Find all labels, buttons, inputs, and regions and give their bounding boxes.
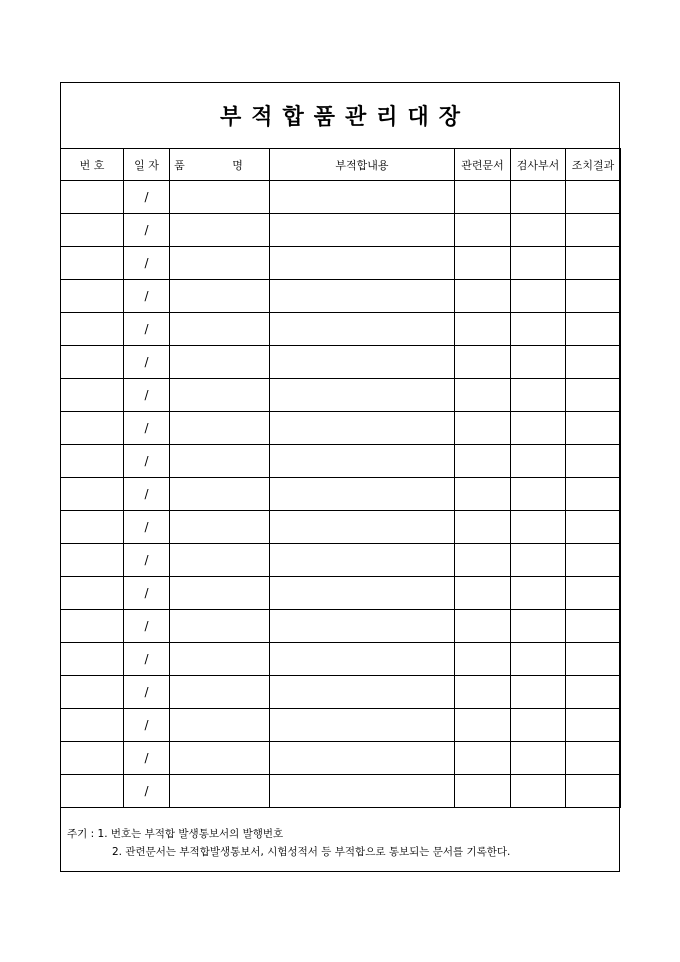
cell-action-result[interactable]	[566, 412, 621, 445]
cell-related-docs[interactable]	[455, 181, 511, 214]
table-row	[61, 643, 621, 676]
table-row	[61, 346, 621, 379]
cell-related-docs[interactable]	[455, 709, 511, 742]
column-header-inspection-dept: 검사부서	[511, 149, 566, 181]
cell-inspection-dept[interactable]	[511, 280, 566, 313]
cell-date[interactable]: /	[124, 214, 170, 247]
cell-related-docs[interactable]	[455, 379, 511, 412]
cell-product-name[interactable]	[170, 247, 270, 280]
cell-action-result[interactable]	[566, 346, 621, 379]
cell-date[interactable]: /	[124, 478, 170, 511]
cell-nonconformity[interactable]	[270, 412, 455, 445]
cell-number[interactable]	[61, 445, 124, 478]
cell-date[interactable]: /	[124, 643, 170, 676]
cell-related-docs[interactable]	[455, 313, 511, 346]
cell-number[interactable]	[61, 181, 124, 214]
notes-label: 주기 :	[67, 828, 95, 840]
table-row	[61, 742, 621, 775]
note-item-1: 1. 번호는 부적합 발생통보서의 발행번호	[97, 828, 284, 840]
cell-product-name[interactable]	[170, 445, 270, 478]
cell-date[interactable]: /	[124, 247, 170, 280]
cell-date[interactable]: /	[124, 709, 170, 742]
column-header-product-name: 품 명	[170, 149, 270, 181]
table-row	[61, 313, 621, 346]
cell-number[interactable]	[61, 313, 124, 346]
cell-related-docs[interactable]	[455, 280, 511, 313]
cell-nonconformity[interactable]	[270, 445, 455, 478]
cell-related-docs[interactable]	[455, 676, 511, 709]
cell-action-result[interactable]	[566, 280, 621, 313]
ledger-form	[60, 82, 620, 872]
cell-product-name[interactable]	[170, 676, 270, 709]
column-header-related-docs: 관련문서	[455, 149, 511, 181]
cell-related-docs[interactable]	[455, 577, 511, 610]
cell-action-result[interactable]	[566, 676, 621, 709]
cell-product-name[interactable]	[170, 181, 270, 214]
cell-nonconformity[interactable]	[270, 709, 455, 742]
table-row	[61, 247, 621, 280]
cell-related-docs[interactable]	[455, 214, 511, 247]
cell-product-name[interactable]	[170, 313, 270, 346]
cell-product-name[interactable]	[170, 511, 270, 544]
cell-inspection-dept[interactable]	[511, 544, 566, 577]
cell-date[interactable]: /	[124, 610, 170, 643]
cell-number[interactable]	[61, 709, 124, 742]
table-row	[61, 181, 621, 214]
cell-product-name[interactable]	[170, 643, 270, 676]
cell-related-docs[interactable]	[455, 742, 511, 775]
cell-date[interactable]: /	[124, 676, 170, 709]
cell-inspection-dept[interactable]	[511, 379, 566, 412]
cell-inspection-dept[interactable]	[511, 445, 566, 478]
cell-action-result[interactable]	[566, 445, 621, 478]
cell-related-docs[interactable]	[455, 544, 511, 577]
cell-action-result[interactable]	[566, 313, 621, 346]
cell-date[interactable]: /	[124, 181, 170, 214]
cell-inspection-dept[interactable]	[511, 346, 566, 379]
cell-date[interactable]: /	[124, 511, 170, 544]
cell-nonconformity[interactable]	[270, 346, 455, 379]
cell-date[interactable]: /	[124, 544, 170, 577]
cell-product-name[interactable]	[170, 214, 270, 247]
cell-related-docs[interactable]	[455, 610, 511, 643]
table-row	[61, 412, 621, 445]
cell-date[interactable]: /	[124, 412, 170, 445]
cell-inspection-dept[interactable]	[511, 610, 566, 643]
column-header-date: 일 자	[124, 149, 170, 181]
cell-related-docs[interactable]	[455, 478, 511, 511]
cell-date[interactable]: /	[124, 775, 170, 808]
table-row	[61, 610, 621, 643]
cell-nonconformity[interactable]	[270, 577, 455, 610]
cell-date[interactable]: /	[124, 742, 170, 775]
cell-date[interactable]: /	[124, 280, 170, 313]
table-row	[61, 577, 621, 610]
cell-product-name[interactable]	[170, 379, 270, 412]
cell-date[interactable]: /	[124, 379, 170, 412]
title-area	[61, 83, 619, 148]
cell-product-name[interactable]	[170, 478, 270, 511]
cell-action-result[interactable]	[566, 610, 621, 643]
cell-nonconformity[interactable]	[270, 313, 455, 346]
note-item-2: 2. 관련문서는 부적합발생통보서, 시험성적서 등 부적합으로 통보되는 문서를 기록한다.	[112, 846, 511, 858]
cell-product-name[interactable]	[170, 709, 270, 742]
cell-number[interactable]	[61, 247, 124, 280]
cell-related-docs[interactable]	[455, 643, 511, 676]
cell-nonconformity[interactable]	[270, 280, 455, 313]
cell-action-result[interactable]	[566, 214, 621, 247]
note-line-2	[67, 843, 510, 861]
cell-date[interactable]: /	[124, 313, 170, 346]
cell-date[interactable]: /	[124, 445, 170, 478]
cell-inspection-dept[interactable]	[511, 247, 566, 280]
cell-nonconformity[interactable]	[270, 610, 455, 643]
cell-product-name[interactable]	[170, 280, 270, 313]
cell-action-result[interactable]	[566, 742, 621, 775]
cell-product-name[interactable]	[170, 346, 270, 379]
cell-number[interactable]	[61, 742, 124, 775]
cell-inspection-dept[interactable]	[511, 577, 566, 610]
cell-product-name[interactable]	[170, 544, 270, 577]
cell-inspection-dept[interactable]	[511, 709, 566, 742]
cell-product-name[interactable]	[170, 412, 270, 445]
cell-nonconformity[interactable]	[270, 181, 455, 214]
cell-inspection-dept[interactable]	[511, 676, 566, 709]
cell-nonconformity[interactable]	[270, 247, 455, 280]
cell-product-name[interactable]	[170, 742, 270, 775]
table-row	[61, 445, 621, 478]
cell-action-result[interactable]	[566, 511, 621, 544]
table-row	[61, 511, 621, 544]
column-header-action-result: 조치결과	[566, 149, 621, 181]
table-row	[61, 775, 621, 808]
cell-date[interactable]: /	[124, 577, 170, 610]
cell-number[interactable]	[61, 544, 124, 577]
cell-action-result[interactable]	[566, 577, 621, 610]
table-row	[61, 214, 621, 247]
table-row	[61, 478, 621, 511]
notes	[67, 825, 510, 861]
cell-nonconformity[interactable]	[270, 478, 455, 511]
cell-action-result[interactable]	[566, 643, 621, 676]
table-row	[61, 544, 621, 577]
cell-inspection-dept[interactable]	[511, 214, 566, 247]
table-row	[61, 676, 621, 709]
cell-date[interactable]: /	[124, 346, 170, 379]
note-line-1	[67, 825, 510, 843]
cell-inspection-dept[interactable]	[511, 511, 566, 544]
cell-nonconformity[interactable]	[270, 544, 455, 577]
cell-inspection-dept[interactable]	[511, 643, 566, 676]
cell-number[interactable]	[61, 379, 124, 412]
table-row	[61, 280, 621, 313]
header-row	[61, 149, 621, 181]
cell-inspection-dept[interactable]	[511, 313, 566, 346]
cell-nonconformity[interactable]	[270, 379, 455, 412]
table-row	[61, 709, 621, 742]
cell-action-result[interactable]	[566, 544, 621, 577]
page-title: 부적합품관리대장	[219, 104, 471, 130]
ledger-table	[60, 148, 621, 808]
column-header-number: 번 호	[61, 149, 124, 181]
cell-related-docs[interactable]	[455, 511, 511, 544]
cell-related-docs[interactable]	[455, 412, 511, 445]
cell-related-docs[interactable]	[455, 775, 511, 808]
cell-inspection-dept[interactable]	[511, 478, 566, 511]
cell-related-docs[interactable]	[455, 247, 511, 280]
cell-action-result[interactable]	[566, 478, 621, 511]
cell-inspection-dept[interactable]	[511, 181, 566, 214]
cell-product-name[interactable]	[170, 610, 270, 643]
cell-number[interactable]	[61, 412, 124, 445]
cell-number[interactable]	[61, 214, 124, 247]
cell-nonconformity[interactable]	[270, 742, 455, 775]
cell-number[interactable]	[61, 643, 124, 676]
cell-number[interactable]	[61, 280, 124, 313]
column-header-nonconformity: 부적합내용	[270, 149, 455, 181]
cell-inspection-dept[interactable]	[511, 742, 566, 775]
cell-number[interactable]	[61, 676, 124, 709]
cell-related-docs[interactable]	[455, 445, 511, 478]
cell-action-result[interactable]	[566, 181, 621, 214]
cell-inspection-dept[interactable]	[511, 775, 566, 808]
table-row	[61, 379, 621, 412]
cell-number[interactable]	[61, 478, 124, 511]
cell-number[interactable]	[61, 775, 124, 808]
cell-nonconformity[interactable]	[270, 676, 455, 709]
cell-product-name[interactable]	[170, 775, 270, 808]
cell-inspection-dept[interactable]	[511, 412, 566, 445]
cell-action-result[interactable]	[566, 709, 621, 742]
cell-product-name[interactable]	[170, 577, 270, 610]
cell-number[interactable]	[61, 511, 124, 544]
cell-nonconformity[interactable]	[270, 775, 455, 808]
cell-related-docs[interactable]	[455, 346, 511, 379]
cell-action-result[interactable]	[566, 775, 621, 808]
cell-action-result[interactable]	[566, 379, 621, 412]
cell-nonconformity[interactable]	[270, 214, 455, 247]
cell-nonconformity[interactable]	[270, 511, 455, 544]
cell-number[interactable]	[61, 577, 124, 610]
ledger-body	[61, 181, 621, 808]
cell-number[interactable]	[61, 610, 124, 643]
cell-number[interactable]	[61, 346, 124, 379]
cell-nonconformity[interactable]	[270, 643, 455, 676]
cell-action-result[interactable]	[566, 247, 621, 280]
